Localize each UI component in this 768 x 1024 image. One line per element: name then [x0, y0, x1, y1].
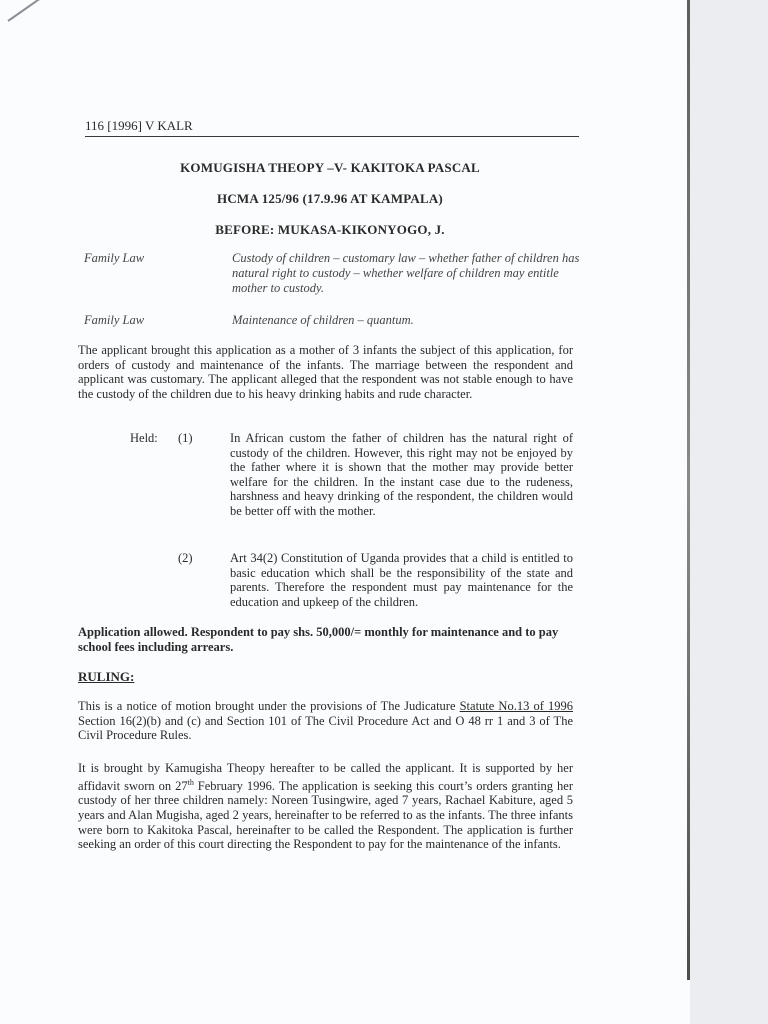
headnote-text: Custody of children – customary law – whether father of children has natural right to custody – whether welfare of children may entitle mother to custody.	[232, 251, 580, 295]
ruling-paragraph: This is a notice of motion brought under the provisions of The Judicature Statute No.13 of 1996 Section 16(2)(b) and (c) and Section 101 of The Civil Procedure Act and O 48 rr 1 and 3 of The Civil Procedure Rules.	[78, 699, 573, 743]
held-text: Art 34(2) Constitution of Uganda provides that a child is entitled to basic education which shall be the responsibility of the state and parents. Therefore the respondent must pay maintenance for the education and upkeep of the children.	[230, 551, 573, 609]
ruling-paragraph: It is brought by Kamugisha Theopy hereafter to be called the applicant. It is supported by her affidavit sworn on 27th February 1996. The application is seeking this court’s orders granting her custody of her three children namely: Noreen Tusingwire, aged 7 years, Rachael Kabiture, aged 5 years and Alan Mugisha, aged 2 years, hereinafter to be referred to as the infants. The three infants were born to Kakitoka Pascal, hereinafter to be called the Respondent. The application is further seeking an order of this court directing the Respondent to pay for the maintenance of the infants.	[78, 761, 573, 852]
pen-mark	[7, 0, 41, 22]
page-header-citation: 116 [1996] V KALR	[85, 118, 579, 137]
case-judge: BEFORE: MUKASA-KIKONYOGO, J.	[215, 222, 445, 237]
case-title: KOMUGISHA THEOPY –V- KAKITOKA PASCAL	[180, 160, 480, 175]
headnote-text: Maintenance of children – quantum.	[232, 313, 414, 327]
held-number: (1)	[178, 431, 193, 445]
held-number: (2)	[178, 551, 193, 565]
case-summary: The applicant brought this application as a mother of 3 infants the subject of this application, for orders of custody and maintenance of the infants. The marriage between the respondent and applicant was customary. The applicant alleged that the respondent was not stable enough to have the custody of the children due to his heavy drinking habits and rude character.	[78, 343, 573, 401]
held-label: Held:	[130, 431, 158, 445]
scan-margin	[690, 0, 768, 1024]
headnote-label: Family Law	[84, 313, 145, 327]
ruling-heading: RULING:	[78, 669, 135, 684]
held-text: In African custom the father of children has the natural right of custody of the children. However, this right may not be enjoyed by the father where it is shown that the mother may provide better welfare for the children. In the instant case due to the rudeness, harshness and heavy drinking of the respondent, the children would be better off with the mother.	[230, 431, 573, 518]
order-summary: Application allowed. Respondent to pay shs. 50,000/= monthly for maintenance and to pay school fees including arrears.	[78, 625, 559, 654]
case-number: HCMA 125/96 (17.9.96 AT KAMPALA)	[217, 191, 443, 206]
statute-reference: Statute No.13 of 1996	[459, 699, 573, 713]
headnote-label: Family Law	[84, 251, 145, 265]
